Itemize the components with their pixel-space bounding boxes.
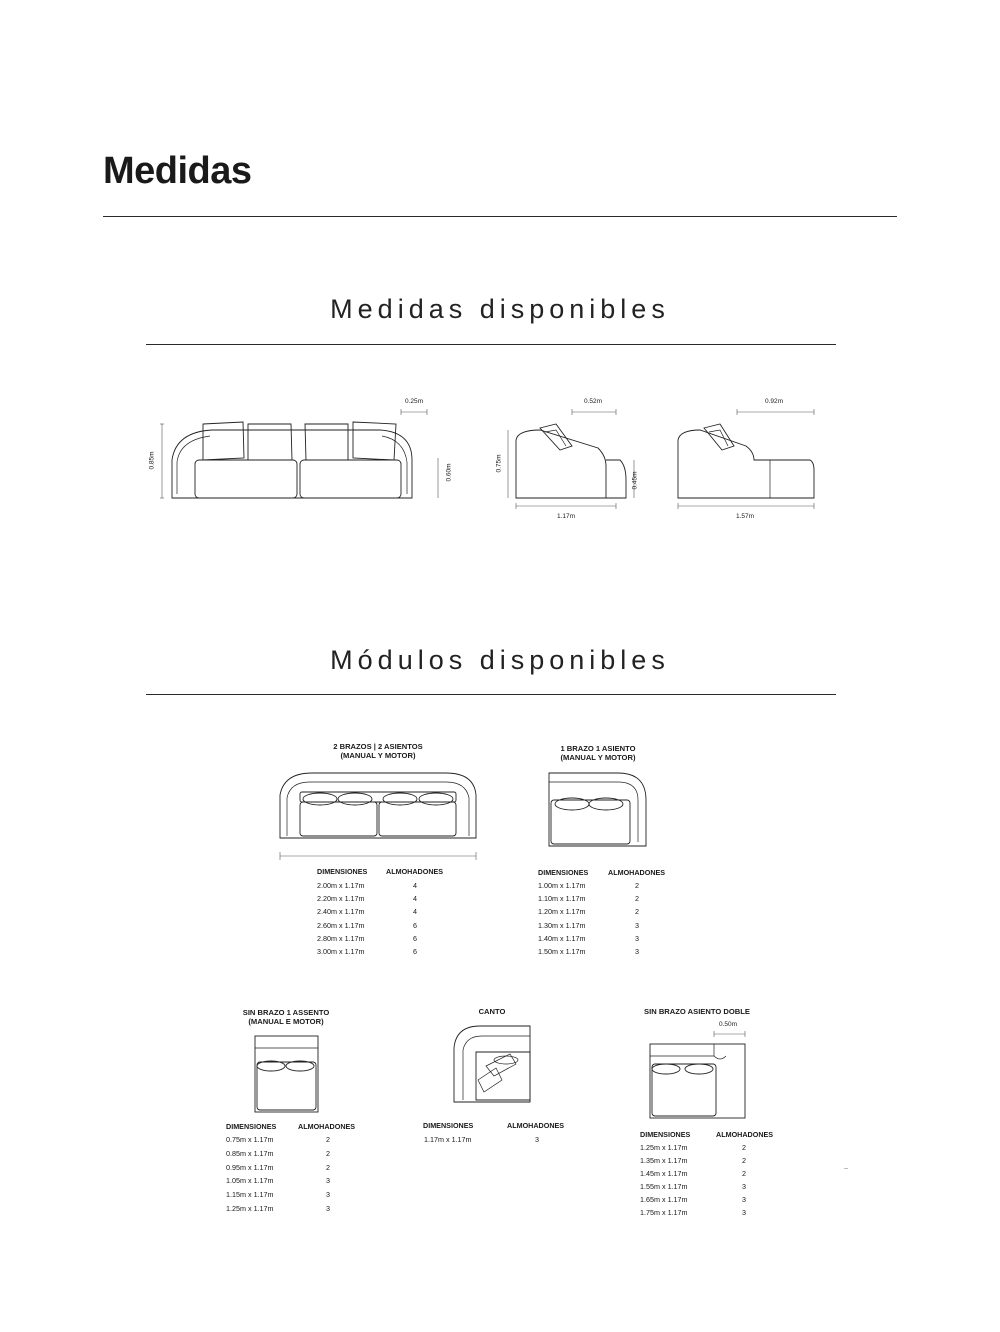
table-row: 1.35m x 1.17m: [640, 1156, 688, 1165]
table-row: 6: [413, 934, 417, 943]
dimensions-header: DIMENSIONES: [538, 868, 589, 877]
table-row: 2: [742, 1156, 746, 1165]
front-arm-width-label: 0.25m: [405, 398, 424, 405]
table-row: 3: [742, 1208, 746, 1217]
table-row: 6: [413, 947, 417, 956]
table-row: 1.65m x 1.17m: [640, 1195, 688, 1204]
table-row: 1.50m x 1.17m: [538, 947, 586, 956]
chaise-ext-label: 0.92m: [765, 398, 784, 405]
table-row: 2: [635, 881, 639, 890]
table-row: 3.00m x 1.17m: [317, 947, 365, 956]
table-row: 2: [635, 894, 639, 903]
module-1-title-line2: (MANUAL Y MOTOR): [340, 751, 416, 760]
table-row: 1.40m x 1.17m: [538, 934, 586, 943]
cushions-header: ALMOHADONES: [386, 867, 444, 876]
table-row: 2: [635, 907, 639, 916]
table-row: 2: [326, 1163, 330, 1172]
module-sin-brazo-drawing: [255, 1036, 318, 1112]
module-2-title-line1: 1 BRAZO 1 ASIENTO: [560, 744, 636, 753]
table-row: 1.00m x 1.17m: [538, 881, 586, 890]
table-row: 1.25m x 1.17m: [226, 1204, 274, 1213]
table-row: 4: [413, 881, 417, 890]
table-row: 1.10m x 1.17m: [538, 894, 586, 903]
table-row: 3: [326, 1204, 330, 1213]
table-row: 1.75m x 1.17m: [640, 1208, 688, 1217]
module-1-brazo-drawing: [549, 773, 646, 846]
table-row: 1.25m x 1.17m: [640, 1143, 688, 1152]
side-depth-label: 1.17m: [557, 513, 576, 520]
table-row: 1.15m x 1.17m: [226, 1190, 274, 1199]
cushions-header: ALMOHADONES: [716, 1130, 774, 1139]
module-asiento-doble-drawing: [650, 1031, 745, 1118]
table-row: 2.40m x 1.17m: [317, 907, 365, 916]
module-1-title-line1: 2 BRAZOS | 2 ASIENTOS: [333, 742, 423, 751]
section-title-measures: Medidas disponibles: [330, 294, 670, 324]
table-row: 1.20m x 1.17m: [538, 907, 586, 916]
dimensions-header: DIMENSIONES: [317, 867, 368, 876]
section-title-modules: Módulos disponibles: [330, 645, 670, 675]
module-2-title: [538, 744, 658, 762]
table-row: 2: [326, 1149, 330, 1158]
table-row: 3: [635, 934, 639, 943]
module-canto-drawing: [454, 1026, 530, 1102]
table-row: 3: [326, 1176, 330, 1185]
table-row: 2.60m x 1.17m: [317, 921, 365, 930]
cushions-header: ALMOHADONES: [507, 1121, 565, 1130]
page-title: Medidas: [103, 150, 252, 192]
module-3-title-line2: (MANUAL E MOTOR): [248, 1017, 324, 1026]
table-row: 1.17m x 1.17m: [424, 1135, 472, 1144]
dimensions-header: DIMENSIONES: [226, 1122, 277, 1131]
module-1-title: [318, 742, 438, 760]
cushions-header: ALMOHADONES: [608, 868, 666, 877]
module-2-title-line2: (MANUAL Y MOTOR): [560, 753, 636, 762]
corner-mark: --: [844, 1166, 848, 1172]
table-row: 4: [413, 894, 417, 903]
table-row: 2: [742, 1169, 746, 1178]
dimensions-header: DIMENSIONES: [423, 1121, 474, 1130]
cushions-header: ALMOHADONES: [298, 1122, 356, 1131]
table-row: 6: [413, 921, 417, 930]
side-seat-label: 0.45m: [631, 471, 639, 490]
module-5-title: SIN BRAZO ASIENTO DOBLE: [644, 1007, 750, 1016]
table-row: 3: [742, 1195, 746, 1204]
front-height-label: 0.85m: [148, 451, 156, 470]
table-row: 0.75m x 1.17m: [226, 1135, 274, 1144]
table-row: 2: [326, 1135, 330, 1144]
module-5-ext-label: 0.50m: [719, 1021, 738, 1028]
module-3-title: [226, 1008, 346, 1026]
side-arm-label: 0.52m: [584, 398, 603, 405]
table-row: 3: [635, 921, 639, 930]
table-row: 1.45m x 1.17m: [640, 1169, 688, 1178]
table-row: 1.55m x 1.17m: [640, 1182, 688, 1191]
table-row: 0.85m x 1.17m: [226, 1149, 274, 1158]
module-4-title: CANTO: [478, 1007, 506, 1016]
table-row: 2.80m x 1.17m: [317, 934, 365, 943]
module-2-brazos-drawing: [280, 773, 476, 860]
table-row: 2: [742, 1143, 746, 1152]
table-row: 0.95m x 1.17m: [226, 1163, 274, 1172]
side-height-label: 0.75m: [495, 454, 503, 473]
module-3-title-line1: SIN BRAZO 1 ASSENTO: [242, 1008, 330, 1017]
table-row: 3: [535, 1135, 539, 1144]
table-row: 1.30m x 1.17m: [538, 921, 586, 930]
table-row: 4: [413, 907, 417, 916]
table-row: 3: [635, 947, 639, 956]
table-row: 3: [742, 1182, 746, 1191]
table-row: 2.00m x 1.17m: [317, 881, 365, 890]
chaise-depth-label: 1.57m: [736, 513, 755, 520]
table-row: 1.05m x 1.17m: [226, 1176, 274, 1185]
table-row: 3: [326, 1190, 330, 1199]
dimensions-header: DIMENSIONES: [640, 1130, 691, 1139]
table-row: 2.20m x 1.17m: [317, 894, 365, 903]
front-seat-height-label: 0.60m: [445, 463, 453, 482]
